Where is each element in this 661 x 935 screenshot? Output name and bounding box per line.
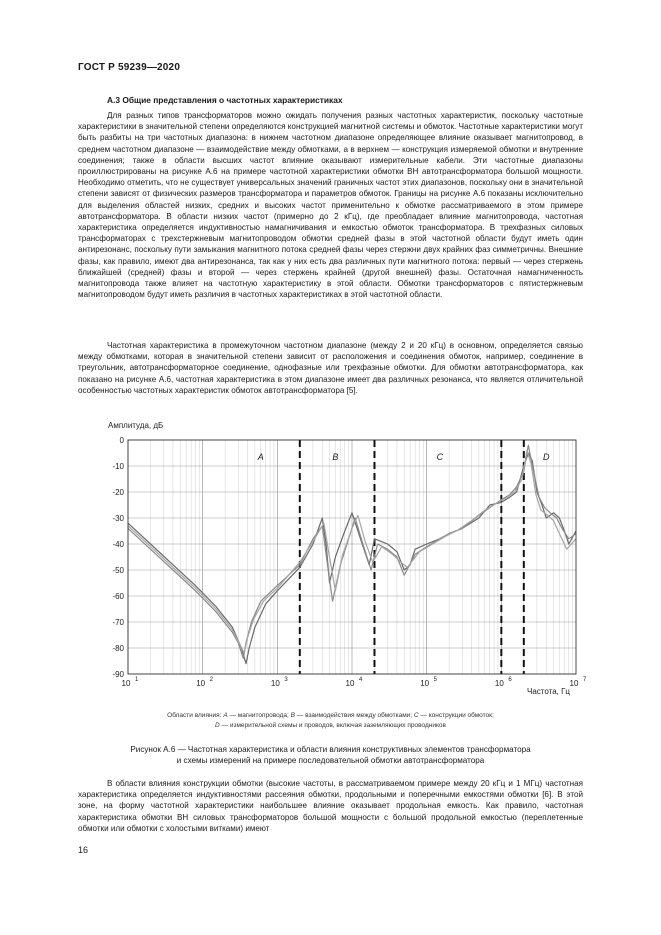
x-tick-label: 10 (196, 679, 206, 688)
paragraph-2: Частотная характеристика в промежуточном частотном диапазоне (между 2 и 20 кГц) в основном, определяется связью между обмотками, которая в значительной степени зависит от расположения и соединения обмоток, например, соединение в треугольник, автотрансформаторное соединение, однофазные или трехфазные обмотки. Для обмотки автотрансформатора, как показано на рисунке А.6, частотная характеристика в этом диапазоне имеет два различных резонанса, что является отличительной особенностью частотных характеристик обмоток автотрансформатора [5]. (78, 341, 583, 395)
y-tick-label: -90 (112, 670, 124, 679)
x-tick-label: 10 (494, 679, 504, 688)
y-axis-label: Амплитуда, дБ (108, 421, 164, 430)
legend-a-text: — магнитопровода; (227, 712, 291, 719)
region-label: A (257, 452, 264, 462)
y-tick-label: -80 (112, 644, 124, 653)
grid (128, 440, 576, 674)
legend-b-letter: B (290, 712, 295, 719)
x-tick-label: 10 (270, 679, 280, 688)
legend-d-text: — измерительной схемы и проводов, включая заземляющих проводников (219, 722, 446, 729)
y-tick-label: -30 (112, 514, 124, 523)
chart-svg (80, 418, 585, 708)
x-tick-exponent: 2 (209, 677, 214, 683)
y-tick-label: -70 (112, 618, 124, 627)
y-tick-label: 0 (119, 436, 124, 445)
paragraph-3: В области влияния конструкции обмотки (высокие частоты, в рассматриваемом примере между 20 кГц и 1 МГц) частотная характеристика определяется индуктивностями рассеяния обмотки, продольными и поперечными емкостями обмотки [6]. В этой зоне, на форму частотной характеристики наибольшее влияние оказывает продольная емкость. Как правило, частотная характеристика обмотки ВН силовых трансформаторов большой мощности с большой продольной емкостью (переплетенные обмотки или обмотки с холостыми витками) имеют (78, 779, 583, 833)
legend-a-letter: A (223, 712, 228, 719)
x-axis-label: Частота, Гц (526, 687, 570, 696)
frequency-response-chart (80, 418, 585, 708)
region-label: D (543, 452, 550, 462)
figure-caption (78, 744, 583, 766)
y-tick-label: -50 (112, 566, 124, 575)
caption-line-1: Рисунок А.6 — Частотная характеристика и области влияния конструктивных элементов трансформатора (130, 745, 531, 754)
page-number: 16 (78, 845, 89, 855)
y-tick-label: -20 (112, 488, 124, 497)
region-label: C (436, 452, 444, 462)
x-tick-label: 10 (569, 679, 579, 688)
paragraph-1: Для разных типов трансформаторов можно ожидать получения разных частотных характеристик, поскольку частотные характеристики в значительной степени определяются конструкцией магнитной системы и обмоток. Частотные характеристики могут быть разбиты на три частотных диапазона: в нижнем частотном диапазоне определяющее влияние оказывает магнитопровод, в среднем частотном диапазоне — взаимодействие между обмотками, а в верхнем — конструкция измеряемой обмотки и внутренние соединения; также в области высших частот влияние оказывают измерительные кабели. Эти частотные диапазоны проиллюстрированы на рисунке А.6 на примере частотной характеристики обмотки ВН автотрансформатора большой мощности. Необходимо отметить, что не существует универсальных значений граничных частот этих диапазонов, поскольку они в значительной степени зависят от физических размеров трансформатора и параметров обмоток. Границы на рисунке А.6 показаны исключительно для выделения областей низких, средних и высоких частот применительно к обмотке рассматриваемого в этом примере автотрансформатора. В области низких частот (примерно до 2 кГц), где преобладает влияние магнитопровода, частотная характеристика определяется индуктивностью намагничивания и емкостью обмоток трансформатора. В трехфазных силовых трансформаторах с трехстержневым магнитопроводом обмотки средней фазы в этой частотной области будут иметь один антирезонанс, поскольку пути замыкания магнитного потока средней фазы через стержни двух крайних фаз симметричны. Внешние фазы, как правило, имеют два антирезонанса, так как у них есть два различных пути магнитного потока: первый — через стержень ближайшей (средней) фазы и второй — через стержень крайней (другой внешней) фазы. Остаточная намагниченность магнитопровода также влияет на частотную характеристику в этой области. Обмотки трансформаторов с пятистержневым магнитопроводом будут иметь различия в частотных характеристиках в этой частотной области. (78, 111, 583, 300)
region-boundaries (300, 440, 524, 674)
legend-c-letter: C (413, 712, 419, 719)
legend-b-text: — взаимодействия между обмотками; (294, 712, 414, 719)
x-tick-exponent: 3 (284, 677, 288, 683)
x-tick-label: 10 (121, 679, 131, 688)
y-tick-label: -10 (112, 462, 124, 471)
region-label: B (332, 452, 339, 462)
y-tick-label: -60 (112, 592, 124, 601)
figure-legend (78, 711, 583, 731)
x-tick-label: 10 (345, 679, 355, 688)
x-tick-exponent: 7 (583, 677, 587, 683)
x-tick-exponent: 6 (508, 677, 512, 683)
legend-prefix: Области влияния: (167, 712, 224, 719)
x-tick-exponent: 1 (135, 677, 139, 683)
axis-ticks (112, 436, 587, 688)
x-tick-label: 10 (420, 679, 430, 688)
y-tick-label: -40 (112, 540, 124, 549)
document-header: ГОСТ Р 59239—2020 (78, 62, 181, 73)
x-tick-exponent: 5 (433, 677, 438, 683)
legend-d-letter: D (215, 722, 220, 729)
section-title: А.3 Общие представления о частотных характеристиках (107, 95, 343, 105)
caption-line-2: и схемы измерений на примере последовательной обмотки автотрансформатора (176, 756, 485, 765)
legend-c-text: — конструкции обмоток; (418, 712, 494, 719)
x-tick-exponent: 4 (359, 677, 363, 683)
